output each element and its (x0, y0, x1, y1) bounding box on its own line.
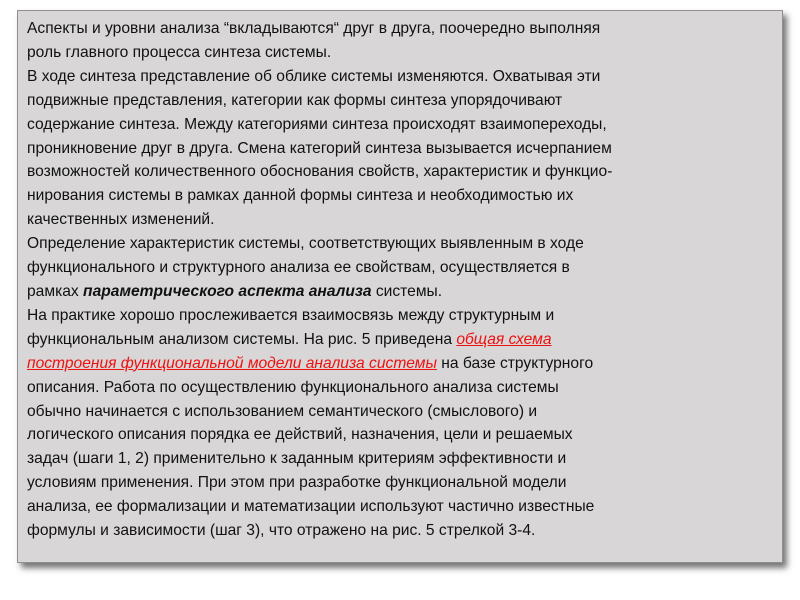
text-line: роль главного процесса синтеза системы. (27, 43, 332, 61)
text-line: подвижные представления, категории как формы синтеза упорядочивают (27, 91, 563, 109)
text-line: обычно начинается с использованием семантического (смыслового) и (27, 402, 538, 420)
text-line: нирования системы в рамках данной формы синтеза и необходимостью их (27, 187, 574, 205)
text-line: На практике хорошо прослеживается взаимосвязь между структурным и (27, 306, 555, 324)
text-line: задач (шаги 1, 2) применительно к заданным критериям эффективности и (27, 450, 567, 468)
text-line: условиям применения. При этом при разработке функциональной модели (27, 474, 567, 492)
text-line: содержание синтеза. Между категориями синтеза происходят взаимопереходы, (27, 115, 607, 133)
text-fragment: системы. (371, 282, 443, 300)
figure-link-part1[interactable]: общая схема (456, 330, 552, 348)
text-line: Определение характеристик системы, соответствующих выявленным в ходе (27, 235, 584, 253)
body-text (27, 17, 776, 543)
text-box (17, 10, 783, 563)
text-line: анализа, ее формализации и математизации используют частично известные (27, 498, 595, 516)
text-line: возможностей количественного обоснования свойств, характеристик и функцио- (27, 163, 613, 181)
text-line: Аспекты и уровни анализа “вкладываются“ друг в друга, поочередно выполняя (27, 20, 601, 37)
figure-link-part2[interactable]: построения функциональной модели анализа системы (27, 354, 437, 372)
text-line: В ходе синтеза представление об облике системы изменяются. Охватывая эти (27, 67, 601, 85)
text-line-figure-ref (27, 328, 776, 352)
text-line: описания. Работа по осуществлению функционального анализа системы (27, 378, 559, 396)
text-line: функционального и структурного анализа ее свойствам, осуществляется в (27, 259, 570, 277)
text-line: качественных изменений. (27, 211, 215, 229)
parametric-aspect-emphasis: параметрического аспекта анализа (83, 282, 372, 300)
text-fragment: функциональным анализом системы. На рис. 5 приведена (27, 330, 457, 348)
text-fragment: на базе структурного (436, 354, 594, 372)
text-fragment: рамках (27, 282, 84, 300)
text-line-figure-ref-cont (27, 352, 776, 376)
text-line: логического описания порядка ее действий, назначения, цели и решаемых (27, 426, 573, 444)
text-line-parametric (27, 280, 776, 304)
text-line: формулы и зависимости (шаг 3), что отражено на рис. 5 стрелкой 3-4. (27, 522, 536, 540)
text-line: проникновение друг в друга. Смена категорий синтеза вызывается исчерпанием (27, 139, 612, 157)
